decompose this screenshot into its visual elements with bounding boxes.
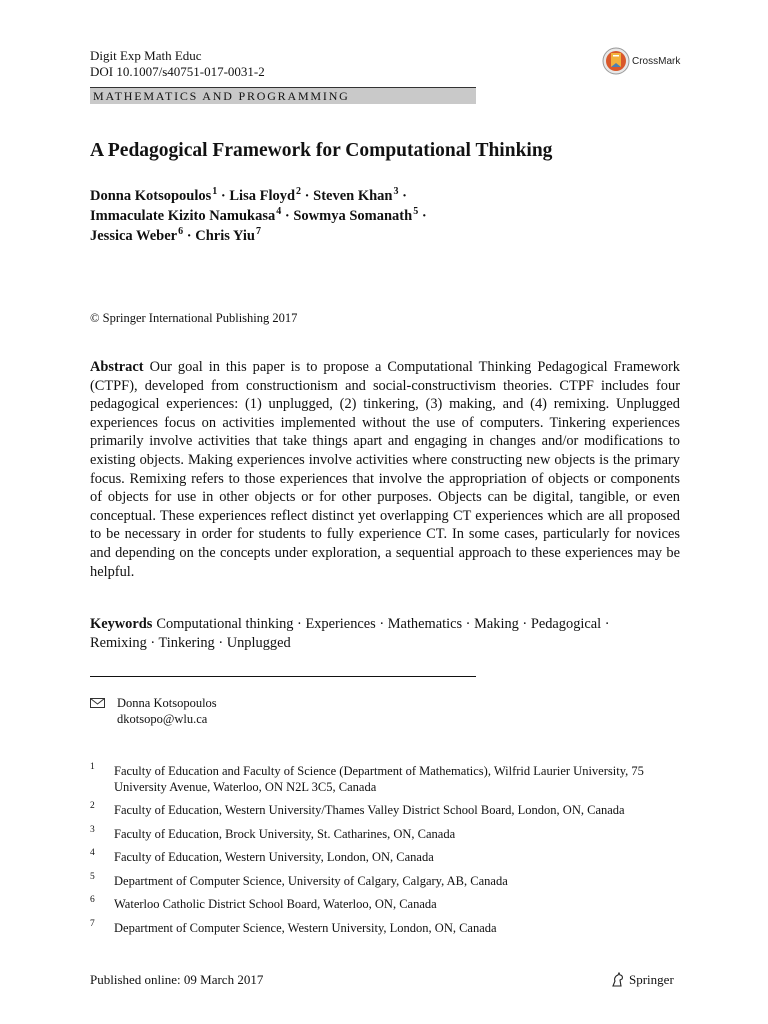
publisher-name: Springer — [629, 972, 674, 987]
abstract — [90, 358, 680, 581]
author-name[interactable]: Immaculate Kizito Namukasa — [90, 208, 276, 224]
published-date: Published online: 09 March 2017 — [90, 972, 264, 987]
separator: · — [183, 228, 196, 244]
affiliation-number: 4 — [90, 848, 95, 858]
author-line-1 — [90, 186, 690, 206]
affiliation-item — [90, 897, 680, 913]
affiliation-list — [90, 764, 680, 944]
author-line-2 — [90, 206, 690, 226]
affiliation-item — [90, 850, 680, 866]
keywords-line-1: Computational thinking · Experiences · Mathematics · Making · Pedagogical · — [156, 616, 610, 632]
envelope-icon — [90, 698, 105, 708]
author-name[interactable]: Chris Yiu — [195, 228, 255, 244]
crossmark-badge[interactable] — [602, 47, 680, 75]
abstract-label: Abstract — [90, 359, 144, 375]
journal-name: Digit Exp Math Educ — [90, 48, 202, 63]
affiliation-mark: 4 — [276, 206, 282, 217]
affiliation-item — [90, 918, 680, 937]
affiliation-mark: 1 — [212, 186, 218, 197]
separator: · — [217, 188, 230, 204]
affiliation-text: Faculty of Education and Faculty of Science (Department of Mathematics), Wilfrid Laurier University, 75 University Avenue, Waterloo, ON N2L 3C5, Canada — [114, 764, 644, 794]
affiliation-item — [90, 871, 680, 890]
springer-logo — [610, 972, 674, 988]
author-name[interactable]: Donna Kotsopoulos — [90, 188, 212, 204]
author-list — [90, 186, 690, 246]
affiliation-item — [90, 824, 680, 843]
keywords — [90, 615, 680, 652]
affiliation-text: Waterloo Catholic District School Board, Waterloo, ON, Canada — [114, 897, 437, 911]
author-name[interactable]: Jessica Weber — [90, 228, 178, 244]
doi-text: DOI 10.1007/s40751-017-0031-2 — [90, 64, 265, 79]
corresponding-email[interactable]: dkotsopo@wlu.ca — [117, 712, 208, 726]
affiliation-text: Faculty of Education, Western University/Thames Valley District School Board, London, ON, Canada — [114, 803, 625, 817]
footnote-divider — [90, 676, 476, 677]
abstract-text: Our goal in this paper is to propose a Computational Thinking Pedagogical Framework (CTPF), developed from constructionism and social-constructivism theories. CTPF includes four pedagogical experiences: (1) unplugged, (2) tinkering, (3) making, and (4) remixing. Unplugged experiences focus on activities implemented without the use of computers. Tinkering experiences primarily involve activities that take things apart and engaging in changes and/or modifications to existing objects. Making experiences involve activities where constructing new objects is the primary focus. Remixing refers to those experiences that involve the appropriation of objects or components of objects for use in other objects or for other purposes. Objects can be digital, tangible, or even conceptual. These experiences reflect distinct yet overlapping CT experiences which are all proposed to be necessary in order for students to fully experience CT. In some cases, particularly for novices and depending on the concepts under exploration, a sequential approach to these experiences may be helpful. — [90, 359, 680, 580]
separator: · — [281, 208, 294, 224]
affiliation-number: 6 — [90, 895, 95, 905]
affiliation-mark: 7 — [255, 226, 261, 237]
separator: · — [398, 188, 407, 204]
author-line-3 — [90, 226, 690, 246]
affiliation-text: Department of Computer Science, Western University, London, ON, Canada — [114, 920, 497, 935]
affiliation-number: 2 — [90, 801, 95, 811]
affiliation-mark: 5 — [413, 206, 419, 217]
affiliation-item — [90, 803, 680, 819]
corresponding-author — [90, 695, 217, 727]
separator: · — [301, 188, 314, 204]
affiliation-text: Department of Computer Science, University of Calgary, Calgary, AB, Canada — [114, 873, 508, 888]
affiliation-number: 1 — [90, 762, 95, 772]
author-name[interactable]: Lisa Floyd — [229, 188, 296, 204]
affiliation-mark: 3 — [393, 186, 399, 197]
corresponding-name: Donna Kotsopoulos — [117, 696, 217, 710]
affiliation-item — [90, 764, 680, 795]
affiliation-mark: 2 — [296, 186, 302, 197]
affiliation-number: 5 — [90, 871, 95, 882]
separator: · — [418, 208, 427, 224]
paper-title: A Pedagogical Framework for Computational Thinking — [90, 140, 553, 161]
keywords-line-2: Remixing · Tinkering · Unplugged — [90, 634, 291, 651]
author-name[interactable]: Sowmya Somanath — [293, 208, 413, 224]
affiliation-number: 3 — [90, 824, 95, 835]
author-name[interactable]: Steven Khan — [313, 188, 393, 204]
keywords-label: Keywords — [90, 616, 153, 632]
affiliation-text: Faculty of Education, Western University, London, ON, Canada — [114, 850, 434, 864]
crossmark-label: CrossMark — [632, 55, 681, 67]
copyright-notice: © Springer International Publishing 2017 — [90, 311, 298, 325]
section-label: MATHEMATICS AND PROGRAMMING — [90, 87, 476, 104]
affiliation-number: 7 — [90, 918, 95, 929]
horse-icon — [610, 972, 626, 988]
affiliation-text: Faculty of Education, Brock University, St. Catharines, ON, Canada — [114, 826, 456, 841]
journal-info — [90, 48, 265, 80]
affiliation-mark: 6 — [178, 226, 184, 237]
crossmark-icon — [602, 47, 630, 75]
